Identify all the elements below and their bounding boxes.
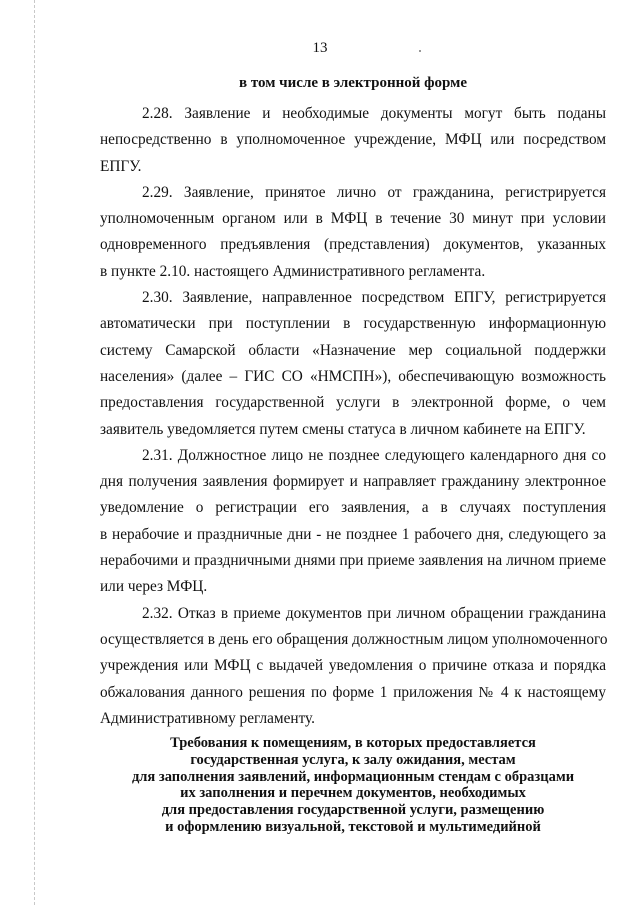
text-line: в пункте 2.10. настоящего Административного регламента. (100, 262, 486, 280)
text-line: предоставления государственной услуги в электронной форме, о чем (100, 394, 606, 412)
paragraph-2-29 (100, 180, 606, 285)
scan-speck (419, 50, 421, 52)
text-line: уполномоченным органом или в МФЦ в течение 30 минут при условии (100, 210, 606, 228)
heading-line: Требования к помещениям, в которых предоставляется (170, 735, 536, 751)
text-line: 2.30. Заявление, направленное посредством ЕПГУ, регистрируется (142, 289, 606, 307)
text-line: осуществляется в день его обращения должностным лицом уполномоченного (100, 630, 608, 648)
heading-line: государственная услуга, к залу ожидания, местам (190, 751, 516, 768)
heading-line: для предоставления государственной услуги, размещению (161, 802, 545, 819)
text-line: одновременного предъявления (представления) документов, указанных (100, 236, 606, 254)
text-line: непосредственно в уполномоченное учреждение, МФЦ или посредством (100, 131, 606, 149)
heading-line: для заполнения заявлений, информационным стендам с образцами (131, 768, 575, 785)
section-subheading: в том числе в электронной форме (238, 75, 467, 91)
text-line: в нерабочие и праздничные дни - не позднее 1 рабочего дня, следующего за (100, 525, 606, 543)
paragraph-2-31 (100, 443, 606, 601)
text-line: 2.29. Заявление, принятое лично от гражданина, регистрируется (142, 183, 606, 201)
text-line: Административному регламенту. (100, 709, 315, 727)
text-line: или через МФЦ. (100, 578, 208, 596)
paragraph-2-32 (100, 601, 606, 732)
text-line: обжалования данного решения по форме 1 приложения № 4 к настоящему (100, 683, 606, 701)
text-line: 2.28. Заявление и необходимые документы могут быть поданы (142, 105, 606, 122)
text-line: населения» (далее – ГИС СО «НМСПН»), обеспечивающую возможность (100, 367, 606, 385)
text-line: 2.31. Должностное лицо не позднее следующего календарного дня со (142, 446, 606, 464)
heading-line: их заполнения и перечнем документов, необходимых (180, 785, 526, 802)
text-line: дня получения заявления формирует и направляет гражданину электронное (100, 473, 606, 491)
text-line: 2.32. Отказ в приеме документов при личном обращении гражданина (142, 604, 606, 622)
text-line: заявитель уведомляется путем смены статуса в личном кабинете на ЕПГУ. (100, 420, 586, 438)
left-margin-rule (34, 0, 35, 905)
text-line: учреждения или МФЦ с выдачей уведомления о причине отказа и порядка (100, 657, 606, 675)
text-line: систему Самарской области «Назначение мер социальной поддержки (100, 341, 606, 359)
heading-line: и оформлению визуальной, текстовой и мультимедийной (165, 818, 541, 835)
text-line: нерабочими и праздничными днями при приеме заявления на личном приеме (100, 552, 606, 570)
paragraph-2-30 (100, 285, 606, 443)
document-body (100, 101, 606, 732)
page-number: 13 (312, 40, 328, 56)
text-line: автоматически при поступлении в государственную информационную (100, 315, 606, 333)
text-line: ЕПГУ. (100, 157, 142, 175)
text-line: уведомление о регистрации его заявления, а в случаях поступления (100, 499, 606, 517)
paragraph-2-28 (100, 101, 606, 180)
section-heading (100, 735, 606, 836)
